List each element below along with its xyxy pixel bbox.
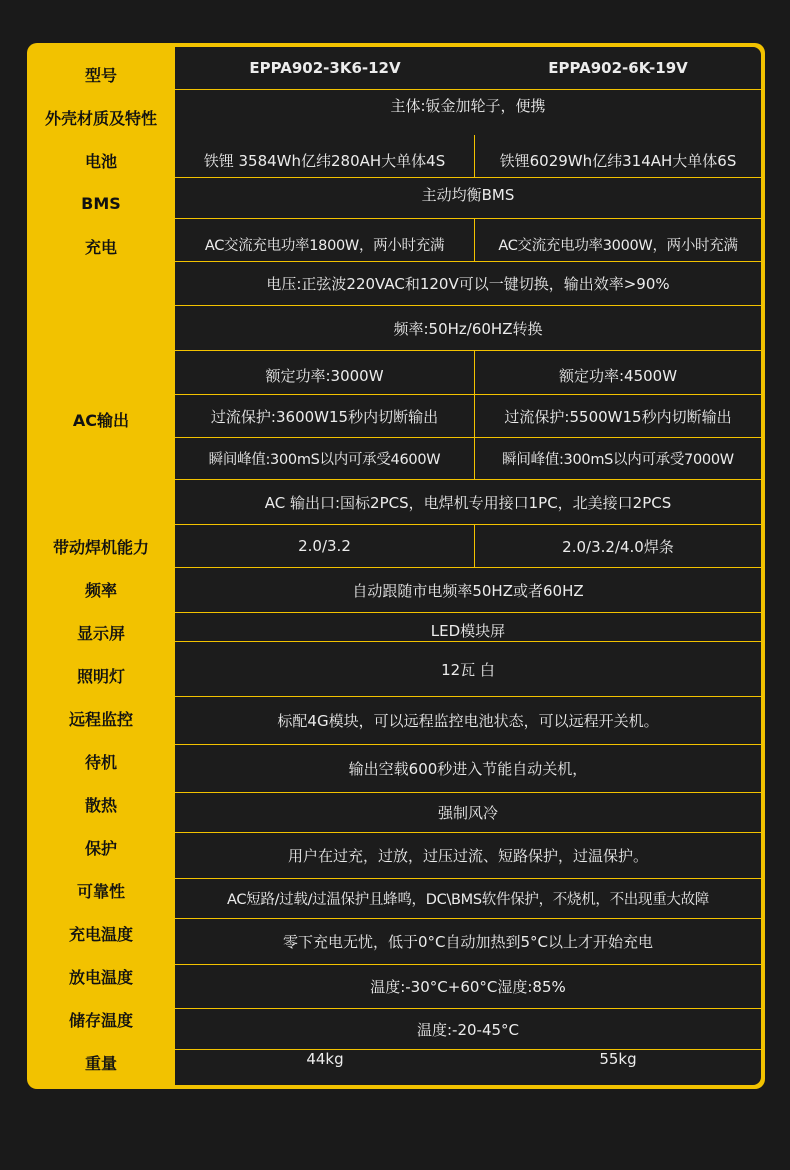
- ac-frequency: 频率:50Hz/60HZ转换: [175, 306, 761, 351]
- discharge-temp-value: 温度:-30°C+60°C湿度:85%: [175, 965, 761, 1009]
- label-storage-temp: 储存温度: [68, 1011, 133, 1030]
- battery-1: 铁锂 3584Wh亿纬280AH大单体4S: [175, 135, 475, 178]
- label-display: 显示屏: [76, 624, 125, 643]
- charge-1: AC交流充电功率1800W，两小时充满: [175, 219, 475, 262]
- ac-rated-2: 额定功率:4500W: [475, 351, 761, 395]
- label-light: 照明灯: [76, 667, 125, 686]
- label-casing: 外壳材质及特性: [44, 109, 157, 128]
- casing-value: 主体:钣金加轮子，便携: [175, 90, 761, 178]
- label-weight: 重量: [84, 1054, 117, 1073]
- welder-1: 2.0/3.2: [175, 525, 475, 568]
- label-discharge-temp: 放电温度: [68, 968, 133, 987]
- label-column: [27, 43, 175, 1089]
- label-model: 型号: [84, 66, 117, 85]
- label-welder: 带动焊机能力: [52, 538, 149, 557]
- standby-value: 输出空载600秒进入节能自动关机，: [175, 745, 761, 793]
- label-charge: 充电: [84, 238, 117, 257]
- ac-peak-2: 瞬间峰值:300mS以内可承受7000W: [475, 438, 761, 480]
- bms-value: 主动均衡BMS: [175, 178, 761, 219]
- battery-2: 铁锂6029Wh亿纬314AH大单体6S: [475, 135, 761, 178]
- storage-temp-value: 温度:-20-45°C: [175, 1009, 761, 1050]
- label-frequency: 频率: [84, 581, 117, 600]
- ac-overcurrent-1: 过流保护:3600W15秒内切断输出: [175, 395, 475, 438]
- charge-temp-value: 零下充电无忧，低于0°C自动加热到5°C以上才开始充电: [175, 919, 761, 965]
- welder-2: 2.0/3.2/4.0焊条: [475, 525, 761, 568]
- spec-values-panel: [175, 47, 761, 1085]
- label-charge-temp: 充电温度: [68, 925, 133, 944]
- charge-2: AC交流充电功率3000W，两小时充满: [475, 219, 761, 262]
- label-reliability: 可靠性: [76, 882, 125, 901]
- protection-value: 用户在过充，过放，过压过流、短路保护，过温保护。: [175, 833, 761, 879]
- model-1: EPPA902-3K6-12V: [175, 47, 475, 90]
- label-protection: 保护: [84, 839, 117, 858]
- weight-1: 44kg: [306, 1050, 344, 1068]
- label-remote: 远程监控: [68, 710, 133, 729]
- model-2: EPPA902-6K-19V: [475, 47, 761, 90]
- weight-2: 55kg: [599, 1050, 637, 1068]
- cooling-value: 强制风冷: [175, 793, 761, 833]
- display-value: LED模块屏: [175, 613, 761, 642]
- label-battery: 电池: [84, 152, 117, 171]
- ac-peak-1: 瞬间峰值:300mS以内可承受4600W: [175, 438, 475, 480]
- label-cooling: 散热: [84, 796, 117, 815]
- label-ac-output: AC输出: [72, 411, 130, 430]
- light-value: 12瓦 白: [175, 642, 761, 697]
- ac-ports: AC 输出口:国标2PCS，电焊机专用接口1PC，北美接口2PCS: [175, 480, 761, 525]
- remote-value: 标配4G模块，可以远程监控电池状态，可以远程开关机。: [175, 697, 761, 745]
- label-standby: 待机: [84, 753, 117, 772]
- reliability-value: AC短路/过载/过温保护且蜂鸣，DC\BMS软件保护，不烧机，不出现重大故障: [175, 879, 761, 919]
- ac-rated-1: 额定功率:3000W: [175, 351, 475, 395]
- ac-overcurrent-2: 过流保护:5500W15秒内切断输出: [475, 395, 761, 438]
- label-bms: BMS: [81, 194, 121, 213]
- ac-voltage: 电压:正弦波220VAC和120V可以一键切换，输出效率>90%: [175, 262, 761, 306]
- frequency-value: 自动跟随市电频率50HZ或者60HZ: [175, 568, 761, 613]
